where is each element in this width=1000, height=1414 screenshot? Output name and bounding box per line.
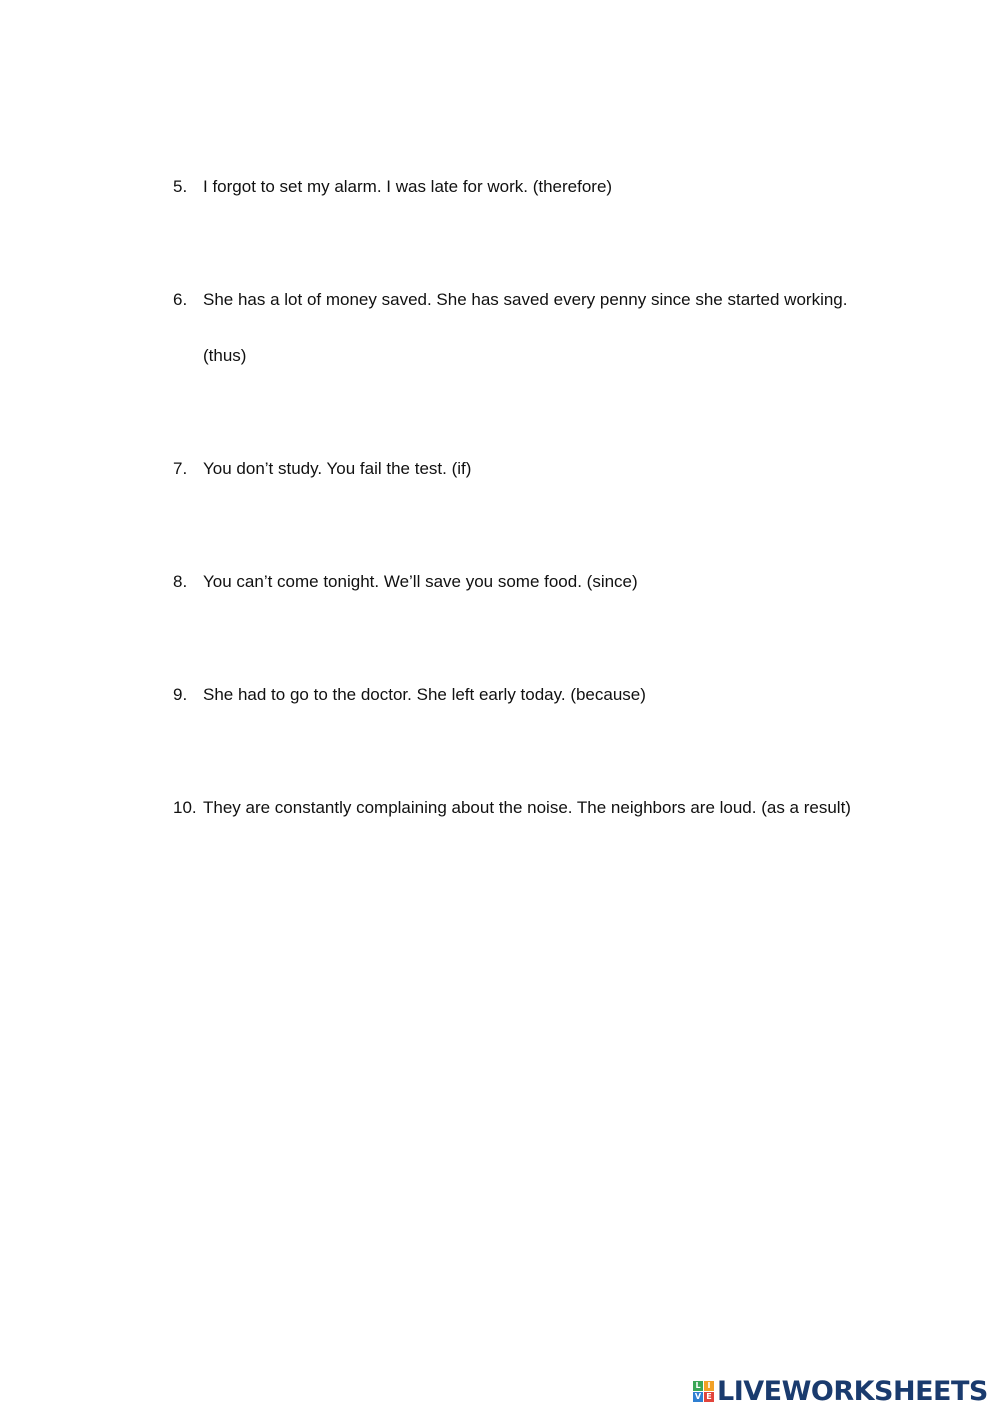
item-6-continuation: (thus) xyxy=(203,346,247,365)
liveworksheets-logo xyxy=(693,1376,988,1406)
exercise-item-6 xyxy=(173,289,847,311)
item-text: I forgot to set my alarm. I was late for work. (therefore) xyxy=(203,177,613,196)
logo-mark-icon xyxy=(693,1381,714,1402)
item-text: You don’t study. You fail the test. (if) xyxy=(203,459,472,478)
item-number: 5. xyxy=(173,177,188,196)
logo-mark-letter: I xyxy=(704,1381,714,1391)
logo-mark-letter: L xyxy=(693,1381,703,1391)
item-number: 8. xyxy=(173,572,188,591)
item-number: 9. xyxy=(173,685,188,704)
item-number: 10. xyxy=(173,798,197,817)
exercise-item-10 xyxy=(173,797,851,819)
item-text: They are constantly complaining about the noise. The neighbors are loud. (as a result) xyxy=(203,798,851,817)
exercise-item-5 xyxy=(173,176,612,198)
item-text: She had to go to the doctor. She left early today. (because) xyxy=(203,685,646,704)
logo-text: LIVEWORKSHEETS xyxy=(717,1375,988,1407)
item-number: 6. xyxy=(173,290,188,309)
exercise-item-7 xyxy=(173,458,471,480)
logo-mark-letter: E xyxy=(704,1392,714,1402)
item-text: She has a lot of money saved. She has saved every penny since she started working. xyxy=(203,290,848,309)
item-number: 7. xyxy=(173,459,188,478)
exercise-item-8 xyxy=(173,571,638,593)
exercise-item-9 xyxy=(173,684,646,706)
item-text: You can’t come tonight. We’ll save you some food. (since) xyxy=(203,572,638,591)
logo-mark-letter: V xyxy=(694,1391,702,1401)
